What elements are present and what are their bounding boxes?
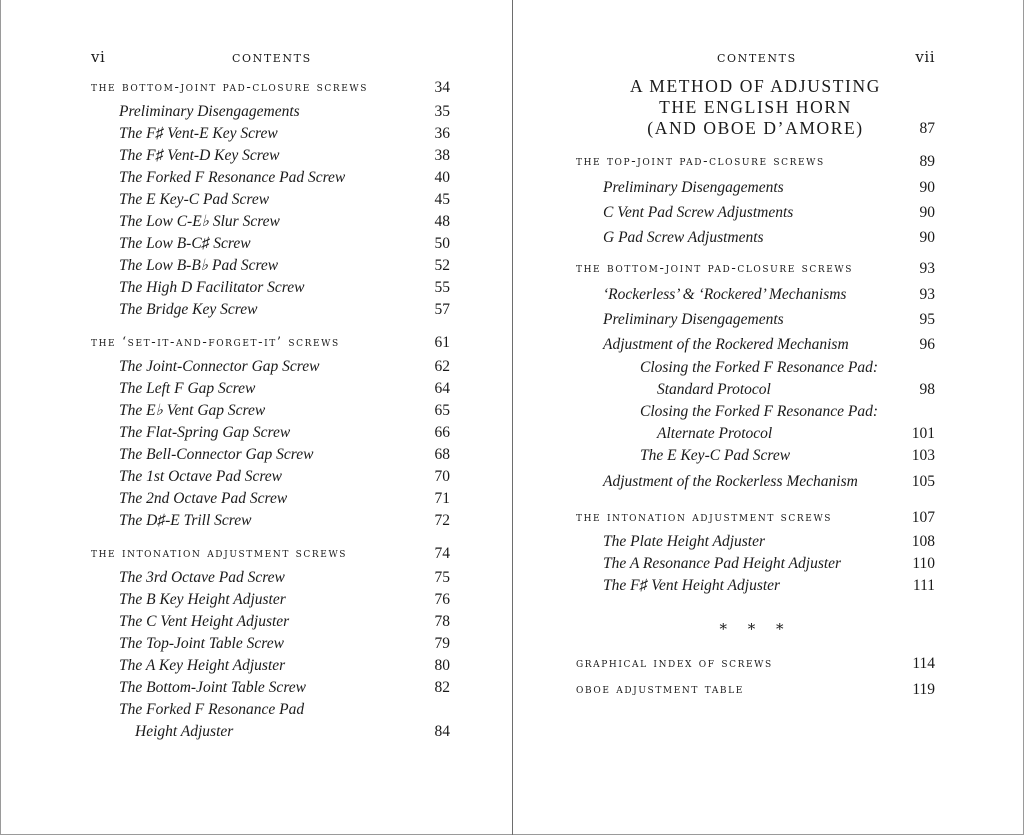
page-number: 35 (434, 103, 450, 120)
page-number: 34 (434, 79, 450, 96)
page-number: 108 (911, 533, 935, 550)
left-folio: vi (91, 48, 106, 66)
toc-entry[interactable]: The Flat-Spring Gap Screw 66 (91, 422, 450, 444)
page-number: 70 (434, 468, 450, 485)
toc-entry[interactable]: The Forked F Resonance Pad Screw 40 (91, 167, 450, 189)
toc-entry-multiline[interactable]: The Forked F Resonance Pad (119, 701, 305, 718)
page-number: 36 (434, 125, 450, 142)
toc-entry[interactable]: The E Key-C Pad Screw 103 (576, 445, 935, 467)
toc-entry[interactable]: C Vent Pad Screw Adjustments 90 (576, 200, 935, 225)
toc-entry[interactable]: The Bell-Connector Gap Screw 68 (91, 444, 450, 466)
toc-section-heading[interactable]: the intonation adjustment screws 107 (576, 505, 935, 531)
toc-entry[interactable]: The Low B-C♯ Screw 50 (91, 233, 450, 255)
toc-entry[interactable]: The 2nd Octave Pad Screw 71 (91, 488, 450, 510)
toc-entry[interactable]: The A Resonance Pad Height Adjuster 110 (576, 553, 935, 575)
toc-entry[interactable]: The Bottom-Joint Table Screw 82 (91, 677, 450, 699)
right-page (512, 0, 1024, 835)
page-number: 96 (919, 336, 935, 353)
page-number: 93 (919, 260, 935, 277)
right-folio: vii (915, 48, 935, 66)
page-number: 40 (434, 169, 450, 186)
toc-entry[interactable]: The Joint-Connector Gap Screw 62 (91, 356, 450, 378)
page-number: 93 (919, 286, 935, 303)
page-number: 78 (434, 613, 450, 630)
page-number: 87 (919, 120, 935, 137)
toc-entry[interactable]: The Bridge Key Screw 57 (91, 299, 450, 321)
page-number: 74 (434, 545, 450, 562)
toc-entry-continuation[interactable]: Height Adjuster 84 (91, 721, 450, 743)
page-number: 72 (434, 512, 450, 529)
toc-entry[interactable]: The Left F Gap Screw 64 (91, 378, 450, 400)
toc-entry-multiline[interactable]: Closing the Forked F Resonance Pad: (640, 359, 879, 376)
toc-section-heading[interactable]: the bottom-joint pad-closure screws 93 (576, 256, 935, 282)
page-number: 90 (919, 229, 935, 246)
page-number: 55 (434, 279, 450, 296)
section-separator: * * * (719, 620, 792, 638)
page-number: 66 (434, 424, 450, 441)
page-number: 62 (434, 358, 450, 375)
toc-entry-continuation[interactable]: Standard Protocol 98 (576, 379, 935, 401)
right-toc (576, 76, 935, 703)
toc-entry[interactable]: Preliminary Disengagements 35 (91, 101, 450, 123)
page-number: 75 (434, 569, 450, 586)
page-number: 90 (919, 179, 935, 196)
page-number: 90 (919, 204, 935, 221)
toc-entry[interactable]: The Top-Joint Table Screw 79 (91, 633, 450, 655)
page-number: 107 (911, 509, 935, 526)
page-number: 52 (434, 257, 450, 274)
part-title[interactable]: A METHOD OF ADJUSTING THE ENGLISH HORN (AND OBOE D’AMORE) 87 (630, 76, 935, 138)
page-number: 103 (911, 447, 935, 464)
toc-section-heading[interactable]: the top-joint pad-closure screws 89 (576, 149, 935, 175)
page-number: 84 (434, 723, 450, 740)
toc-entry[interactable]: The Plate Height Adjuster 108 (576, 531, 935, 553)
toc-entry[interactable]: The D♯-E Trill Screw 72 (91, 510, 450, 532)
toc-entry[interactable]: The F♯ Vent-E Key Screw 36 (91, 123, 450, 145)
page-number: 61 (434, 334, 450, 351)
page-number: 76 (434, 591, 450, 608)
toc-entry[interactable]: ‘Rockerless’ & ‘Rockered’ Mechanisms 93 (576, 282, 935, 307)
page-number: 110 (912, 555, 935, 572)
page-number: 45 (434, 191, 450, 208)
right-running-head: CONTENTS (717, 52, 797, 65)
page-number: 50 (434, 235, 450, 252)
toc-entry[interactable]: Preliminary Disengagements 95 (576, 307, 935, 332)
toc-entry-multiline[interactable]: Closing the Forked F Resonance Pad: (640, 403, 879, 420)
toc-entry[interactable]: G Pad Screw Adjustments 90 (576, 225, 935, 250)
page-number: 98 (919, 381, 935, 398)
page-number: 89 (919, 153, 935, 170)
left-toc (91, 75, 450, 743)
toc-appendix-heading[interactable]: graphical index of screws 114 (576, 651, 935, 677)
toc-appendix-heading[interactable]: oboe adjustment table 119 (576, 677, 935, 703)
toc-entry[interactable]: Adjustment of the Rockered Mechanism 96 (576, 332, 935, 357)
toc-entry[interactable]: The E♭ Vent Gap Screw 65 (91, 400, 450, 422)
toc-entry[interactable]: Adjustment of the Rockerless Mechanism 105 (576, 467, 935, 497)
toc-section-heading[interactable]: the intonation adjustment screws 74 (91, 541, 450, 567)
toc-entry[interactable]: The 3rd Octave Pad Screw 75 (91, 567, 450, 589)
left-running-head: CONTENTS (232, 52, 312, 65)
page-number: 38 (434, 147, 450, 164)
toc-entry[interactable]: The Low B-B♭ Pad Screw 52 (91, 255, 450, 277)
page-number: 101 (911, 425, 935, 442)
page-number: 57 (434, 301, 450, 318)
toc-section-heading[interactable]: the bottom-joint pad-closure screws 34 (91, 75, 450, 101)
page-number: 68 (434, 446, 450, 463)
toc-entry-continuation[interactable]: Alternate Protocol 101 (576, 423, 935, 445)
toc-entry[interactable]: The F♯ Vent Height Adjuster 111 (576, 575, 935, 597)
page-number: 114 (912, 655, 935, 672)
toc-section-heading[interactable]: the ‘set-it-and-forget-it’ screws 61 (91, 330, 450, 356)
toc-entry[interactable]: The C Vent Height Adjuster 78 (91, 611, 450, 633)
toc-entry[interactable]: The B Key Height Adjuster 76 (91, 589, 450, 611)
toc-entry[interactable]: Preliminary Disengagements 90 (576, 175, 935, 200)
page-number: 82 (434, 679, 450, 696)
toc-entry[interactable]: The A Key Height Adjuster 80 (91, 655, 450, 677)
toc-entry[interactable]: The E Key-C Pad Screw 45 (91, 189, 450, 211)
toc-entry[interactable]: The F♯ Vent-D Key Screw 38 (91, 145, 450, 167)
page-number: 119 (912, 681, 935, 698)
page-number: 71 (434, 490, 450, 507)
page-number: 79 (434, 635, 450, 652)
page-number: 105 (911, 473, 935, 490)
page-number: 95 (919, 311, 935, 328)
page-number: 111 (912, 577, 935, 594)
toc-entry[interactable]: The 1st Octave Pad Screw 70 (91, 466, 450, 488)
page-number: 64 (434, 380, 450, 397)
toc-entry[interactable]: The Low C-E♭ Slur Screw 48 (91, 211, 450, 233)
toc-entry[interactable]: The High D Facilitator Screw 55 (91, 277, 450, 299)
page-number: 65 (434, 402, 450, 419)
page-number: 48 (434, 213, 450, 230)
page-number: 80 (434, 657, 450, 674)
